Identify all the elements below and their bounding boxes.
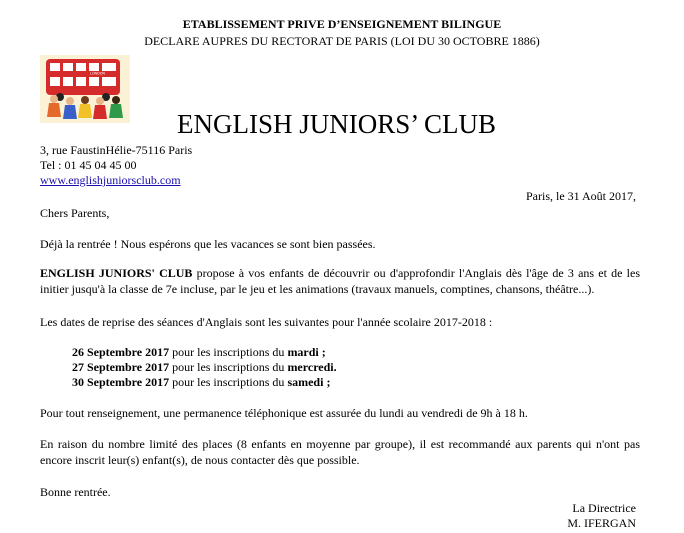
club-logo-image xyxy=(40,55,130,123)
paragraph-presentation xyxy=(40,265,640,297)
address-street: 3, rue FaustinHélie-75116 Paris xyxy=(40,143,193,157)
establishment-line: ETABLISSEMENT PRIVE D’ENSEIGNEMENT BILINGUE xyxy=(182,17,502,31)
club-name-bold: ENGLISH JUNIORS' CLUB xyxy=(40,266,193,280)
paragraph-permanence: Pour tout renseignement, une permanence téléphonique est assurée du lundi au vendredi de 9h à 18 h. xyxy=(40,406,528,420)
signature-name: M. IFERGAN xyxy=(567,516,636,530)
signature-title: La Directrice xyxy=(572,501,636,515)
closing-line: Bonne rentrée. xyxy=(40,485,111,499)
letter-date: Paris, le 31 Août 2017, xyxy=(526,189,636,203)
presentation-text: propose à vos enfants de découvrir ou d'approfondir l'Anglais dès l'âge de 3 ans et de les initier jusqu'à la classe de 7e incluse, par le jeu et les animations (travaux manuels, comptines, chansons, théâtre...). xyxy=(40,266,640,296)
date-text: pour les inscriptions du xyxy=(169,375,288,389)
date-day: samedi ; xyxy=(287,375,331,389)
website-link[interactable]: www.englishjuniorsclub.com xyxy=(40,173,181,187)
salutation: Chers Parents, xyxy=(40,206,110,220)
paragraph-rentree: Déjà la rentrée ! Nous espérons que les vacances se sont bien passées. xyxy=(40,237,376,251)
date-value: 27 Septembre 2017 xyxy=(72,360,170,374)
date-value: 30 Septembre 2017 xyxy=(72,375,170,389)
date-day: mardi ; xyxy=(287,345,326,359)
date-value: 26 Septembre 2017 xyxy=(72,345,170,359)
date-text: pour les inscriptions du xyxy=(169,345,288,359)
rectorat-line: DECLARE AUPRES DU RECTORAT DE PARIS (LOI DU 30 OCTOBRE 1886) xyxy=(144,34,540,48)
date-item xyxy=(72,360,337,375)
address-tel: Tel : 01 45 04 45 00 xyxy=(40,158,137,172)
date-item xyxy=(72,345,326,360)
bus-sign-text: LONDON xyxy=(90,71,105,76)
date-item xyxy=(72,375,330,390)
date-text: pour les inscriptions du xyxy=(169,360,288,374)
date-day: mercredi. xyxy=(287,360,337,374)
club-title: ENGLISH JUNIORS’ CLUB xyxy=(177,109,497,139)
paragraph-places: En raison du nombre limité des places (8 enfants en moyenne par groupe), il est recommandé aux parents qui n'ont pas encore inscrit leur(s) enfant(s), de nous contacter dès que possible. xyxy=(40,437,640,467)
paragraph-dates-intro: Les dates de reprise des séances d'Anglais sont les suivantes pour l'année scolaire 2017-2018 : xyxy=(40,315,493,329)
